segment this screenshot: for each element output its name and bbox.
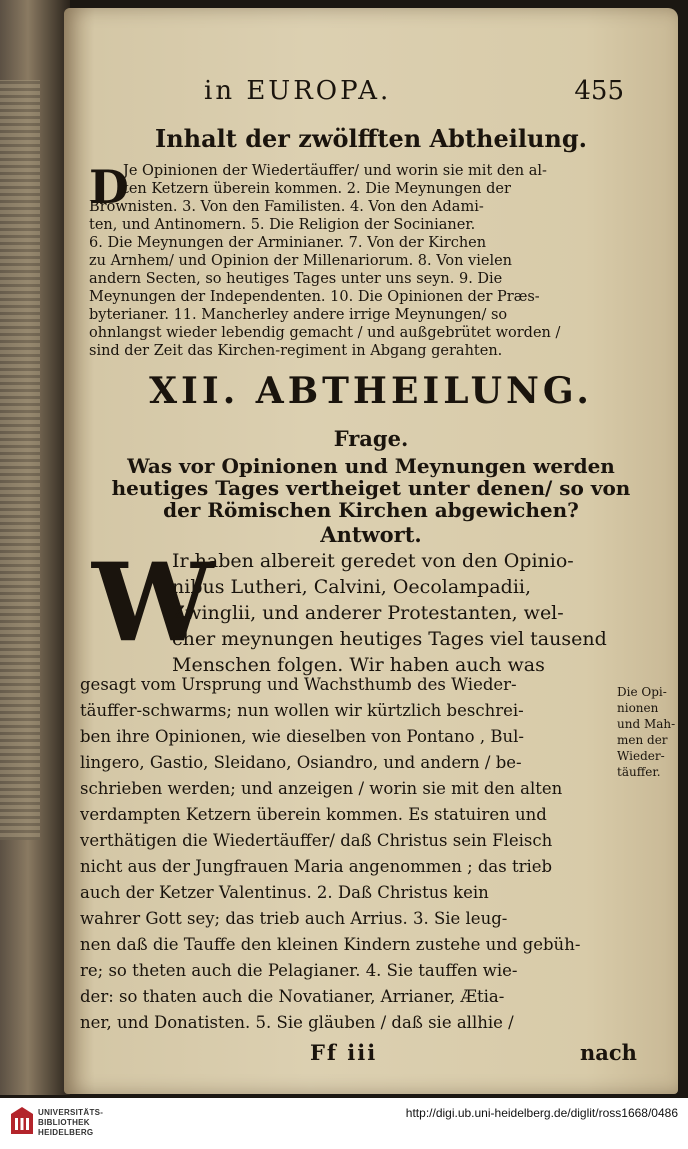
question-line: der Römischen Kirchen abgewichen?: [163, 498, 579, 522]
contents-heading: Inhalt der zwölfften Abtheilung.: [154, 124, 588, 153]
margin-note-line: men der: [617, 733, 668, 747]
summary-line: ten Ketzern überein kommen. 2. Die Meynungen der: [123, 181, 511, 197]
adjacent-page-illustration: [0, 80, 40, 840]
summary-line: Je Opinionen der Wiedertäuffer/ und worin sie mit den al-: [123, 163, 547, 179]
body-line: schrieben werden; und anzeigen / worin sie mit den alten: [80, 779, 563, 798]
body-line: nen daß die Tauffe den kleinen Kindern zustehe und gebüh-: [80, 935, 581, 954]
body-line: verdampten Ketzern überein kommen. Es statuiren und: [80, 805, 547, 824]
question-line: heutiges Tages vertheiget unter denen/ so von: [111, 476, 631, 500]
body-line: gesagt vom Ursprung und Wachsthumb des Wieder-: [80, 675, 517, 694]
summary-line: ten, und Antinomern. 5. Die Religion der Socinianer.: [89, 217, 476, 233]
adjacent-page-edge: [0, 0, 70, 1095]
logo-text-line: UNIVERSITÄTS-: [38, 1108, 104, 1117]
university-library-logo-icon: [10, 1106, 34, 1136]
summary-line: byterianer. 11. Mancherley andere irrige Meynungen/ so: [89, 307, 508, 323]
logo-text-line: HEIDELBERG: [38, 1128, 94, 1137]
page-number: 455: [574, 76, 624, 106]
viewer-footer: [0, 1098, 688, 1149]
body-line: wahrer Gott sey; das trieb auch Arrius. 3. Sie leug-: [80, 909, 508, 928]
summary-line: 6. Die Meynungen der Arminianer. 7. Von der Kirchen: [89, 235, 487, 251]
margin-note-line: Wieder-: [617, 749, 665, 763]
question-line: Was vor Opinionen und Meynungen werden: [127, 454, 615, 478]
body-line: nicht aus der Jungfrauen Maria angenommen ; das trieb: [80, 857, 553, 876]
body-line: Ir haben albereit geredet von den Opinio-: [172, 550, 574, 572]
answer-label: Antwort.: [320, 522, 422, 547]
body-line: nibus Lutheri, Calvini, Oecolampadii,: [172, 576, 532, 598]
summary-line: ohnlangst wieder lebendig gemacht / und außgebrütet worden /: [89, 325, 561, 341]
body-line: auch der Ketzer Valentinus. 2. Daß Christus kein: [80, 883, 489, 902]
decorated-initial: W: [92, 540, 214, 666]
margin-note-line: Die Opi-: [617, 685, 667, 699]
summary-line: Brownisten. 3. Von den Familisten. 4. Von den Adami-: [89, 199, 484, 215]
page-header: [204, 76, 624, 116]
summary-drop-letter: D: [89, 160, 129, 214]
section-heading: XII. ABTHEILUNG.: [149, 370, 593, 412]
body-line: der: so thaten auch die Novatianer, Arrianer, Ætia-: [80, 987, 505, 1006]
margin-note-line: nionen: [617, 701, 659, 715]
body-line: re; so theten auch die Pelagianer. 4. Sie tauffen wie-: [80, 961, 518, 980]
signature-mark: Ff iii: [310, 1040, 378, 1065]
body-line: verthätigen die Wiedertäuffer/ daß Christus sein Fleisch: [80, 831, 553, 850]
summary-line: andern Secten, so heutiges Tages unter uns seyn. 9. Die: [89, 271, 503, 287]
margin-note-line: täuffer.: [617, 765, 661, 779]
body-line: täuffer-schwarms; nun wollen wir kürtzlich beschrei-: [80, 701, 524, 720]
running-title: in EUROPA.: [204, 76, 392, 106]
catchword: nach: [580, 1040, 637, 1065]
summary-line: Meynungen der Independenten. 10. Die Opinionen der Præs-: [89, 289, 540, 305]
body-line: lingero, Gastio, Sleidano, Osiandro, und andern / be-: [80, 753, 522, 772]
question-label: Frage.: [333, 426, 409, 451]
summary-line: zu Arnhem/ und Opinion der Millenariorum. 8. Von vielen: [89, 253, 513, 269]
body-line: ben ihre Opinionen, wie dieselben von Pontano , Bul-: [80, 727, 524, 746]
body-line: ner, und Donatisten. 5. Sie gläuben / daß sie allhie /: [80, 1013, 514, 1032]
body-line: Menschen folgen. Wir haben auch was: [172, 654, 545, 676]
book-page: [64, 8, 678, 1094]
source-url-link[interactable]: http://digi.ub.uni-heidelberg.de/diglit/ross1668/0486: [405, 1106, 678, 1120]
body-line: cher meynungen heutiges Tages viel tausend: [172, 628, 607, 650]
body-line: Zwinglii, und anderer Protestanten, wel-: [172, 602, 564, 624]
logo-text-line: BIBLIOTHEK: [38, 1118, 90, 1127]
summary-line: sind der Zeit das Kirchen-regiment in Abgang gerahten.: [89, 343, 503, 359]
margin-note-line: und Mah-: [617, 717, 676, 731]
